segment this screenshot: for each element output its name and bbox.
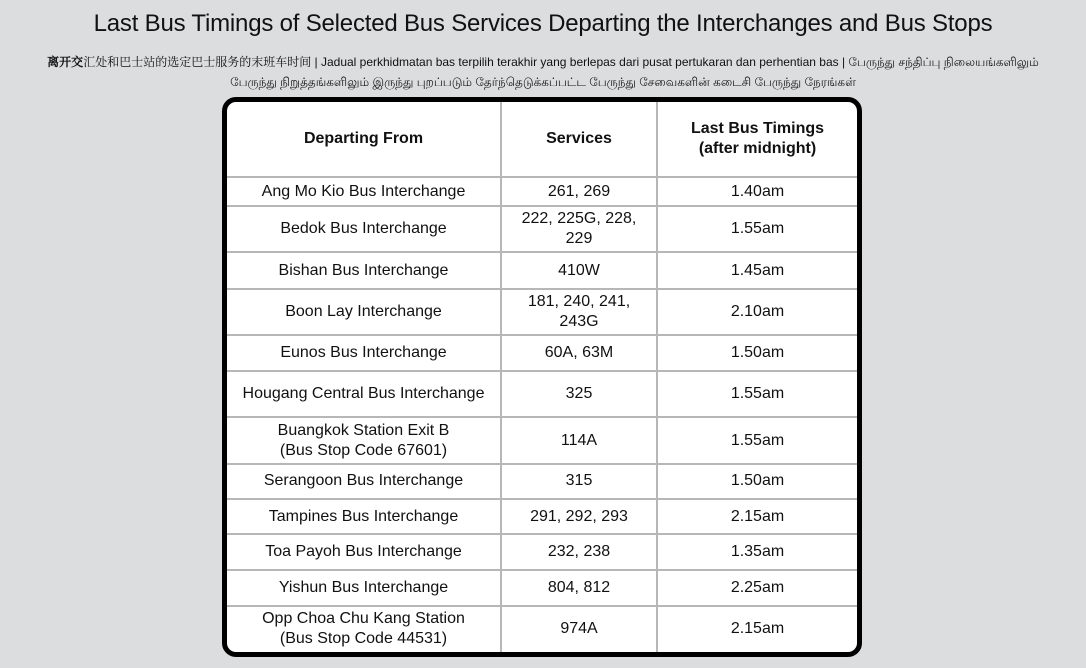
cell-last-bus-timing: 1.50am [657, 335, 857, 371]
table-row [227, 371, 857, 417]
cell-services: 325 [501, 371, 657, 417]
bus-timings-table [227, 102, 857, 652]
cell-last-bus-timing: 1.45am [657, 252, 857, 288]
table-row [227, 252, 857, 288]
cell-last-bus-timing: 1.55am [657, 417, 857, 463]
table-row [227, 206, 857, 252]
cell-last-bus-timing: 1.55am [657, 371, 857, 417]
cell-services: 291, 292, 293 [501, 499, 657, 534]
cell-services: 60A, 63M [501, 335, 657, 371]
table-row [227, 289, 857, 335]
header-last-bus-timings: Last Bus Timings (after midnight) [657, 102, 857, 177]
cell-last-bus-timing: 2.15am [657, 499, 857, 534]
cell-departing-from: Opp Choa Chu Kang Station (Bus Stop Code 44531) [227, 606, 501, 652]
cell-last-bus-timing: 2.15am [657, 606, 857, 652]
cell-departing-from: Bedok Bus Interchange [227, 206, 501, 252]
cell-departing-from: Eunos Bus Interchange [227, 335, 501, 371]
table-row [227, 570, 857, 605]
cell-services: 222, 225G, 228, 229 [501, 206, 657, 252]
header-services: Services [501, 102, 657, 177]
page-title: Last Bus Timings of Selected Bus Services Departing the Interchanges and Bus Stops [93, 10, 993, 37]
header-departing-from: Departing From [227, 102, 501, 177]
cell-services: 410W [501, 252, 657, 288]
cell-last-bus-timing: 2.10am [657, 289, 857, 335]
table-row [227, 417, 857, 463]
table-row [227, 499, 857, 534]
cell-services: 804, 812 [501, 570, 657, 605]
table-header-row [227, 102, 857, 177]
cell-services: 261, 269 [501, 177, 657, 206]
table-row [227, 534, 857, 570]
cell-services: 315 [501, 464, 657, 499]
cell-last-bus-timing: 2.25am [657, 570, 857, 605]
cell-services: 974A [501, 606, 657, 652]
subtitle-lead: 离开交 [47, 55, 84, 69]
cell-departing-from: Buangkok Station Exit B (Bus Stop Code 67601) [227, 417, 501, 463]
cell-departing-from: Ang Mo Kio Bus Interchange [227, 177, 501, 206]
table-row [227, 464, 857, 499]
table-row [227, 606, 857, 652]
cell-departing-from: Boon Lay Interchange [227, 289, 501, 335]
cell-services: 181, 240, 241, 243G [501, 289, 657, 335]
cell-last-bus-timing: 1.35am [657, 534, 857, 570]
cell-services: 114A [501, 417, 657, 463]
multilingual-subtitle [30, 52, 1056, 92]
subtitle-text: 汇处和巴士站的选定巴士服务的末班车时间 | Jadual perkhidmatan bas terpilih terakhir yang berlepas dari pusat pertukaran dan perhentian bas | பேருந்து சந்திப்பு நிலையங்களிலும் பேருந்து நிறுத்தங்களிலும் இருந்து புறப்படும் தேர்ந்தெடுக்கப்பட்ட பேருந்து சேவைகளின் கடைசி பேருந்து நேரங்கள் [83, 55, 1039, 89]
table-row [227, 335, 857, 371]
cell-departing-from: Bishan Bus Interchange [227, 252, 501, 288]
cell-last-bus-timing: 1.50am [657, 464, 857, 499]
bus-timings-table-frame [222, 97, 862, 657]
cell-departing-from: Tampines Bus Interchange [227, 499, 501, 534]
table-row [227, 177, 857, 206]
cell-last-bus-timing: 1.55am [657, 206, 857, 252]
cell-departing-from: Toa Payoh Bus Interchange [227, 534, 501, 570]
cell-last-bus-timing: 1.40am [657, 177, 857, 206]
cell-services: 232, 238 [501, 534, 657, 570]
cell-departing-from: Hougang Central Bus Interchange [227, 371, 501, 417]
cell-departing-from: Serangoon Bus Interchange [227, 464, 501, 499]
cell-departing-from: Yishun Bus Interchange [227, 570, 501, 605]
